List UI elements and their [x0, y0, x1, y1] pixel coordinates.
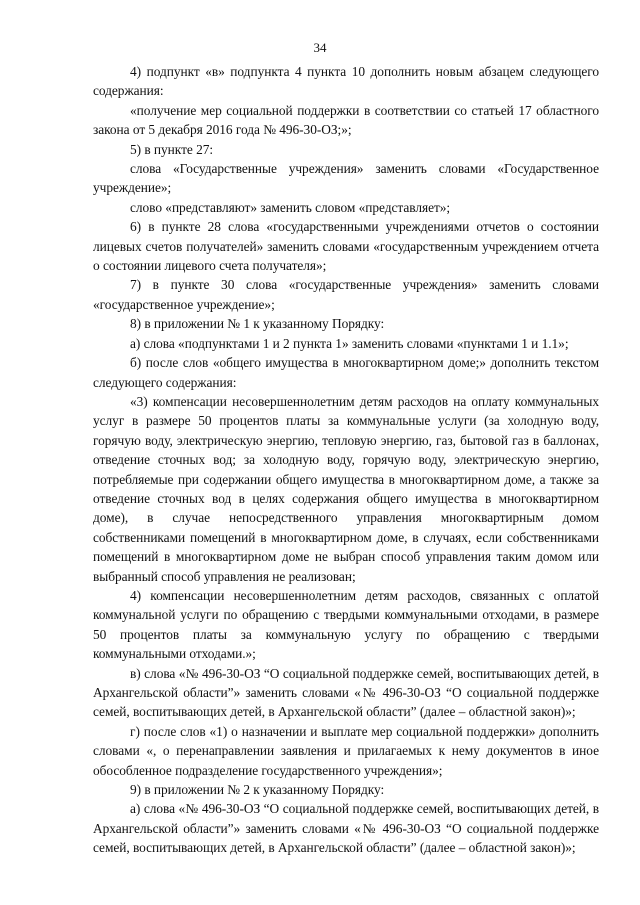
paragraph: а) слова «подпунктами 1 и 2 пункта 1» заменить словами «пунктами 1 и 1.1»;	[130, 335, 569, 351]
paragraph: «получение мер социальной поддержки в соответствии со статьей 17 областного закона от 5 декабря 2016 года № 496-30-ОЗ;»;	[93, 102, 599, 138]
page-number: 34	[313, 40, 327, 55]
paragraph: б) после слов «общего имущества в многоквартирном доме;» дополнить текстом следующего содержания:	[93, 355, 599, 390]
paragraph: «3) компенсации несовершеннолетним детям расходов на оплату коммунальных услуг в размере 50 процентов платы за коммунальные услуги (за холодную воду, горячую воду, электрическую энергию, тепловую энергию, газ, бытовой газ в баллонах, отведение сточных вод; за холодную воду, горячую воду, электрическую энергию, потребляемые при содержании общего имущества в многоквартирном доме, а также за отведение сточных вод в целях содержания общего имущества в многоквартирном доме), в случае непосредственного управления многоквартирным домом собственниками помещений в многоквартирном доме, в случаях, если собственниками помещений в многоквартирном доме не выбран способ управления таким домом или выбранный способ управления не реализован;	[93, 393, 599, 584]
paragraph: слово «представляют» заменить словом «представляет»;	[130, 199, 451, 215]
paragraph: 6) в пункте 28 слова «государственными учреждениями отчетов о состоянии лицевых счетов получателей» заменить словами «государственным учреждением отчета о состоянии лицевого счета получателя»;	[93, 219, 599, 274]
paragraph: 5) в пункте 27:	[130, 141, 214, 157]
document-body	[93, 62, 599, 858]
paragraph: г) после слов «1) о назначении и выплате мер социальной поддержки» дополнить словами «, о перенаправлении заявления и прилагаемых к нему документов в иное обособленное подразделение государственного учреждения»;	[93, 723, 599, 778]
paragraph: 4) компенсации несовершеннолетним детям расходов, связанных с оплатой коммунальной услуги по обращению с твердыми коммунальными отходами, в размере 50 процентов платы за коммунальную услугу по обращению с твердыми коммунальными отходами.»;	[93, 587, 599, 662]
paragraph: 9) в приложении № 2 к указанному Порядку:	[130, 782, 385, 798]
paragraph: слова «Государственные учреждения» заменить словами «Государственное учреждение»;	[93, 161, 599, 196]
paragraph: 8) в приложении № 1 к указанному Порядку:	[130, 316, 385, 332]
paragraph: 4) подпункт «в» подпункта 4 пункта 10 дополнить новым абзацем следующего содержания:	[93, 64, 599, 99]
paragraph: а) слова «№ 496-30-ОЗ “О социальной поддержке семей, воспитывающих детей, в Архангельской области”» заменить словами «№ 496-30-ОЗ “О социальной поддержке семей, воспитывающих детей, в Архангельской области” (далее – областной закон)»;	[93, 801, 599, 856]
paragraph: 7) в пункте 30 слова «государственные учреждения» заменить словами «государственное учреждение»;	[93, 277, 599, 312]
paragraph: в) слова «№ 496-30-ОЗ “О социальной поддержке семей, воспитывающих детей, в Архангельской области”» заменить словами «№ 496-30-ОЗ “О социальной поддержке семей, воспитывающих детей, в Архангельской области” (далее – областной закон)»;	[93, 665, 599, 720]
